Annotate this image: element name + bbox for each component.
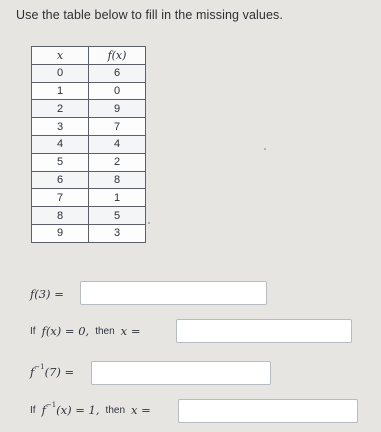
fx-cell: 5 bbox=[89, 207, 146, 225]
table-row bbox=[32, 82, 146, 100]
fx-cell: 6 bbox=[89, 64, 146, 82]
fx-cell: 2 bbox=[89, 153, 146, 171]
instructions-text: Use the table below to fill in the missing values. bbox=[16, 8, 283, 22]
question-4-lhs: x = bbox=[131, 403, 151, 417]
question-2-condition: f(x) = 0, bbox=[41, 324, 90, 338]
x-cell: 2 bbox=[32, 100, 89, 118]
column-header-fx: f(x) bbox=[89, 47, 146, 65]
fx-cell: 7 bbox=[89, 118, 146, 136]
table-row bbox=[32, 153, 146, 171]
fx-cell: 4 bbox=[89, 135, 146, 153]
question-4-condition: (x) = 1, bbox=[56, 403, 100, 417]
x-cell: 7 bbox=[32, 189, 89, 207]
fx-cell: 0 bbox=[89, 82, 146, 100]
table-row bbox=[32, 64, 146, 82]
x-cell: 8 bbox=[32, 207, 89, 225]
x-cell: 4 bbox=[32, 135, 89, 153]
x-cell: 1 bbox=[32, 82, 89, 100]
fx-cell: 1 bbox=[89, 189, 146, 207]
x-cell: 5 bbox=[32, 153, 89, 171]
table-row bbox=[32, 189, 146, 207]
x-cell: 3 bbox=[32, 118, 89, 136]
x-cell: 0 bbox=[32, 64, 89, 82]
fx-cell: 9 bbox=[89, 100, 146, 118]
table-row bbox=[32, 171, 146, 189]
table-row bbox=[32, 135, 146, 153]
answer-input-2[interactable] bbox=[176, 319, 352, 343]
question-3-argument: (7) = bbox=[44, 365, 75, 379]
question-3 bbox=[30, 365, 74, 379]
question-1 bbox=[30, 287, 64, 301]
question-2-then: then bbox=[95, 325, 115, 337]
question-2 bbox=[30, 324, 140, 338]
question-4-function: f bbox=[41, 403, 46, 417]
question-1-expression: f(3) = bbox=[30, 287, 64, 301]
table-row bbox=[32, 118, 146, 136]
stray-mark bbox=[148, 222, 150, 224]
question-3-function: f bbox=[30, 365, 35, 379]
x-cell: 6 bbox=[32, 171, 89, 189]
function-table bbox=[31, 46, 146, 243]
question-2-lhs: x = bbox=[120, 324, 141, 338]
table-row bbox=[32, 207, 146, 225]
table-row bbox=[32, 224, 146, 242]
question-4-inverse-superscript: −1 bbox=[45, 401, 57, 409]
answer-input-1[interactable] bbox=[80, 281, 267, 305]
question-4-prefix: If bbox=[30, 404, 36, 416]
question-2-prefix: If bbox=[30, 325, 36, 337]
question-3-inverse-superscript: −1 bbox=[34, 363, 45, 371]
table-header-row bbox=[32, 47, 146, 65]
answer-input-3[interactable] bbox=[91, 361, 271, 385]
column-header-x: x bbox=[32, 47, 89, 65]
table-row bbox=[32, 100, 146, 118]
fx-cell: 8 bbox=[89, 171, 146, 189]
x-cell: 9 bbox=[32, 224, 89, 242]
question-4-then: then bbox=[105, 404, 126, 416]
question-4 bbox=[30, 403, 151, 417]
fx-cell: 3 bbox=[89, 224, 146, 242]
answer-input-4[interactable] bbox=[178, 399, 358, 423]
stray-mark bbox=[264, 148, 266, 150]
